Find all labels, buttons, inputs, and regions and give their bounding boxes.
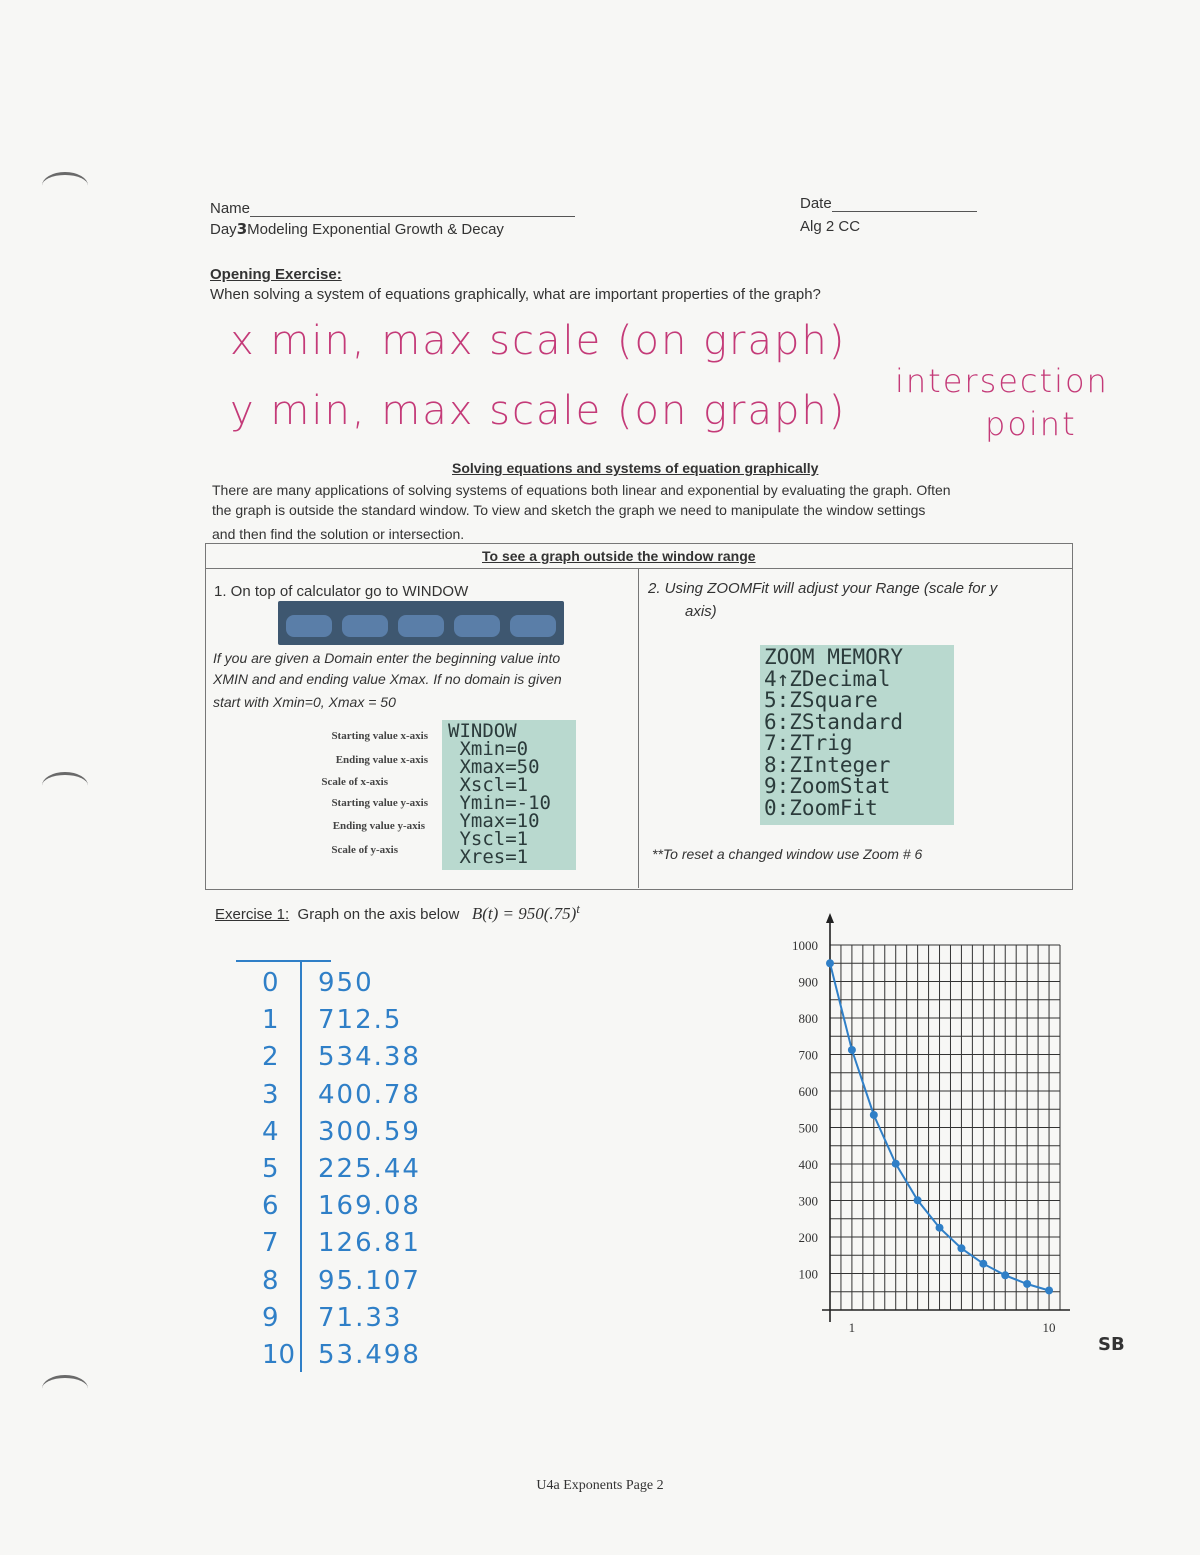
date-field: Date: [800, 195, 977, 212]
data-point: [870, 1111, 878, 1119]
y-tick-label: 100: [798, 1266, 818, 1282]
x-tick-label: 10: [1042, 1320, 1056, 1335]
y-tick-label: 1000: [792, 938, 818, 953]
y-axis-arrow: [826, 913, 834, 923]
table-x-value: 2: [262, 1042, 279, 1073]
table-y-value: 300.59: [318, 1116, 421, 1147]
table-x-value: 1: [262, 1005, 279, 1036]
reset-note: **To reset a changed window use Zoom # 6: [652, 846, 923, 862]
table-x-value: 10: [262, 1340, 296, 1370]
answer-line-1: x min, max scale (on graph): [230, 318, 847, 364]
y-tick-label: 900: [798, 974, 818, 990]
data-point: [826, 959, 834, 967]
name-field: [210, 200, 575, 217]
label-ymax: Ending value y-axis: [332, 820, 425, 832]
initials: SB: [1098, 1334, 1125, 1355]
worksheet-title: Day3Modeling Exponential Growth & Decay: [210, 220, 504, 238]
divider: [638, 568, 639, 888]
table-x-value: 0: [262, 968, 279, 998]
table-y-value: 712.5: [318, 1005, 403, 1036]
section-para-1: There are many applications of solving systems of equations both linear and exponential by evaluating the graph. Often: [212, 482, 951, 498]
opening-heading: Opening Exercise:: [210, 266, 342, 283]
table-y-value: 53.498: [318, 1340, 421, 1370]
binder-hole: [42, 172, 88, 199]
data-point: [848, 1046, 856, 1054]
graph-key: [510, 615, 556, 637]
table-y-value: 400.78: [318, 1079, 421, 1110]
data-point: [1001, 1271, 1009, 1279]
data-point: [979, 1260, 987, 1268]
data-point: [1045, 1286, 1053, 1294]
box-title: To see a graph outside the window range: [482, 548, 756, 564]
exercise-prompt: Exercise 1: Graph on the axis below $B(t) = 950(.75)^t$: [215, 902, 580, 923]
y-tick-label: 800: [798, 1011, 818, 1026]
step-1-note-1: If you are given a Domain enter the beginning value into: [213, 650, 561, 666]
answer-side-2: point: [985, 405, 1077, 443]
formula: B(t) = 950(.75): [471, 904, 577, 923]
y-tick-label: 600: [798, 1084, 818, 1099]
table-y-value: 71.33: [318, 1302, 403, 1333]
zoom-key: [398, 615, 444, 637]
step-1-text: 1. On top of calculator go to WINDOW: [214, 583, 469, 600]
name-label: Name: [210, 200, 251, 217]
table-x-value: 6: [262, 1191, 279, 1222]
table-y-value: 950: [318, 968, 374, 998]
exponential-graph: [760, 905, 1080, 1355]
answer-side-1: intersection: [895, 362, 1109, 400]
section-para-3: and then find the solution or intersection.: [212, 526, 465, 542]
binder-hole: [42, 772, 88, 799]
label-xmin: Starting value x-axis: [331, 730, 428, 742]
table-x-value: 3: [262, 1079, 279, 1110]
step-1-note-2: XMIN and and ending value Xmax. If no domain is given: [213, 671, 562, 687]
page-footer: U4a Exponents Page 2: [536, 1478, 664, 1493]
x-tick-label: 1: [848, 1320, 856, 1335]
y-equals-key: [286, 615, 332, 637]
data-point: [914, 1196, 922, 1204]
opening-question: When solving a system of equations graphically, what are important properties of the graph?: [210, 286, 821, 303]
table-divider: [300, 962, 302, 1372]
label-xscl: Scale of x-axis: [321, 776, 388, 788]
course-label: Alg 2 CC: [800, 218, 861, 235]
y-tick-label: 200: [798, 1230, 818, 1245]
trace-key: [454, 615, 500, 637]
table-x-value: 7: [262, 1228, 279, 1259]
calculator-keys: [278, 601, 564, 645]
y-tick-label: 700: [798, 1047, 818, 1063]
label-yscl: Scale of y-axis: [331, 844, 398, 856]
label-xmax: Ending value x-axis: [335, 754, 428, 766]
table-top-line: [236, 960, 331, 962]
table-y-value: 126.81: [318, 1228, 421, 1259]
table-x-value: 9: [262, 1302, 279, 1333]
table-y-value: 95.107: [318, 1265, 421, 1296]
table-y-value: 225.44: [318, 1154, 421, 1184]
data-point: [936, 1224, 944, 1232]
y-tick-label: 300: [798, 1193, 818, 1209]
section-heading: Solving equations and systems of equation graphically: [452, 460, 819, 476]
table-x-value: 8: [262, 1265, 279, 1296]
data-point: [957, 1244, 965, 1252]
label-ymin: Starting value y-axis: [331, 797, 428, 809]
table-x-value: 5: [262, 1154, 279, 1184]
data-point: [1023, 1280, 1031, 1288]
section-para-2: the graph is outside the standard window. To view and sketch the graph we need to manipulate the window settings: [212, 502, 926, 518]
zoom-screen: ZOOM MEMORY 4↑ZDecimal 5:ZSquare 6:ZStandard 7:ZTrig 8:ZInteger 9:ZoomStat 0:ZoomFit: [760, 645, 954, 825]
window-key: [342, 615, 388, 637]
step-1-note-3: start with Xmin=0, Xmax = 50: [213, 694, 396, 710]
data-point: [892, 1160, 900, 1168]
step-2-text-2: axis): [685, 603, 717, 620]
window-screen: WINDOW Xmin=0 Xmax=50 Xscl=1 Ymin=-10 Ymax=10 Yscl=1 Xres=1: [442, 720, 576, 870]
table-y-value: 169.08: [318, 1191, 421, 1222]
binder-hole: [42, 1375, 88, 1402]
step-2-text-1: 2. Using ZOOMFit will adjust your Range (scale for y: [648, 580, 998, 597]
y-tick-label: 400: [798, 1157, 818, 1172]
answer-line-2: y min, max scale (on graph): [230, 388, 847, 434]
table-y-value: 534.38: [318, 1042, 421, 1073]
table-x-value: 4: [262, 1116, 279, 1147]
y-tick-label: 500: [798, 1120, 818, 1136]
